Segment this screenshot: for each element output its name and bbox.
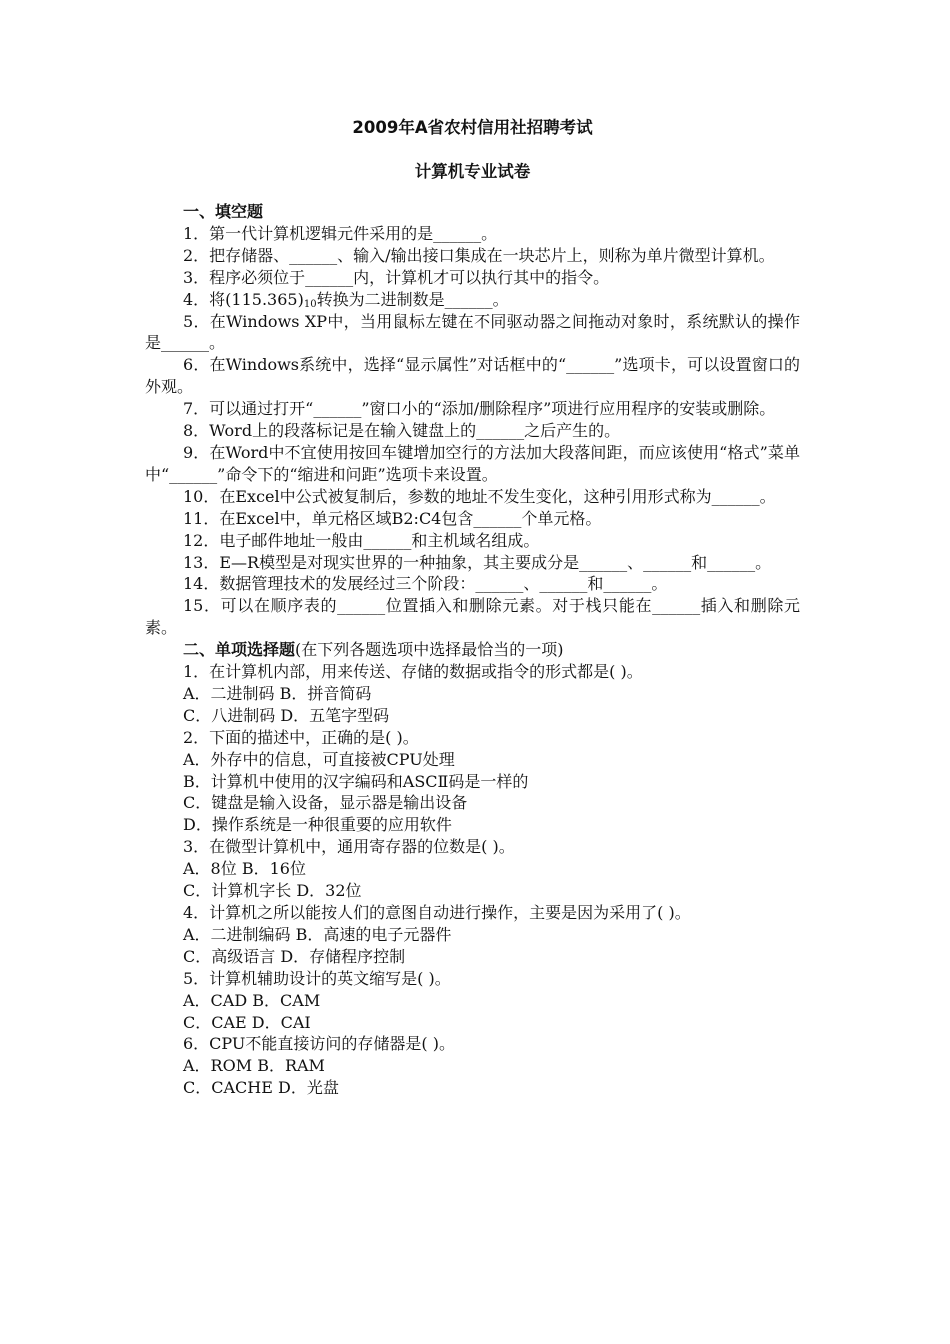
- fill-question-3: 3．程序必须位于______内，计算机才可以执行其中的指令。: [183, 267, 610, 287]
- choice-3-options-cd: C．计算机字长 D．32位: [183, 881, 362, 901]
- choice-question-3: 3．在微型计算机中，通用寄存器的位数是( )。: [183, 837, 515, 857]
- fill-question-12: 12．电子邮件地址一般由______和主机域名组成。: [183, 530, 540, 550]
- choice-1-options-cd: C．八进制码 D．五笔字型码: [183, 705, 390, 725]
- fill-question-14: 14．数据管理技术的发展经过三个阶段：______、______和______。: [183, 574, 668, 594]
- fill-question-9: 9．在Word中不宜使用按回车键增加空行的方法加大段落间距，而应该使用“格式”菜单中“______”命令下的“缩进和问距”选项卡来设置。: [145, 442, 800, 484]
- choice-3-options-ab: A．8位 B．16位: [183, 859, 306, 879]
- fill-question-4: [145, 289, 800, 311]
- choice-4-options-cd: C．高级语言 D．存储程序控制: [183, 946, 406, 966]
- fill-question-13: 13．E—R模型是对现实世界的一种抽象，其主要成分是______、______和______。: [183, 552, 772, 572]
- choice-2-option-d: D．操作系统是一种很重要的应用软件: [183, 815, 452, 835]
- fill-question-4-pre: 4．将(115.365): [183, 289, 304, 309]
- section2-title: 二、单项选择题: [183, 640, 296, 660]
- fill-question-6: 6．在Windows系统中，选择“显示属性”对话框中的“______”选项卡，可以设置窗口的外观。: [145, 355, 800, 397]
- choice-2-option-c: C．键盘是输入设备，显示器是输出设备: [183, 793, 468, 813]
- section1-title: 一、填空题: [183, 202, 264, 221]
- fill-question-4-base: 10: [303, 298, 317, 310]
- choice-5-options-cd: C．CAE D．CAI: [183, 1012, 311, 1032]
- choice-question-4: 4．计算机之所以能按人们的意图自动进行操作，主要是因为采用了( )。: [183, 903, 691, 922]
- fill-question-7: 7．可以通过打开“______”窗口小的“添加/删除程序”项进行应用程序的安装或删除。: [183, 399, 776, 419]
- exam-title: 2009年A省农村信用社招聘考试: [352, 118, 593, 137]
- fill-question-8: 8．Word上的段落标记是在输入键盘上的______之后产生的。: [183, 421, 621, 441]
- fill-question-15: 15．可以在顺序表的______位置插入和删除元素。对于栈只能在______插入和删除元素。: [145, 596, 800, 638]
- fill-question-4-post: 转换为二进制数是______。: [316, 289, 509, 309]
- section2-note: (在下列各题选项中选择最恰当的一项): [295, 640, 564, 660]
- fill-question-2: 2．把存储器、______、输入/输出接口集成在一块芯片上，则称为单片微型计算机。: [183, 245, 775, 265]
- choice-1-options-ab: A．二进制码 B．拼音简码: [183, 683, 372, 703]
- choice-2-option-a: A．外存中的信息，可直接被CPU处理: [183, 749, 455, 769]
- choice-question-6: 6．CPU不能直接访问的存储器是( )。: [183, 1034, 455, 1054]
- section2-heading: [145, 639, 800, 661]
- exam-subtitle: 计算机专业试卷: [414, 162, 531, 181]
- choice-6-options-cd: C．CACHE D．光盘: [183, 1078, 339, 1098]
- fill-question-11: 11．在Excel中，单元格区域B2:C4包含______个单元格。: [183, 508, 602, 528]
- fill-question-1: 1．第一代计算机逻辑元件采用的是______。: [183, 223, 498, 243]
- section1-heading: [145, 201, 800, 223]
- choice-2-option-b: B．计算机中使用的汉字编码和ASCⅡ码是一样的: [183, 771, 529, 791]
- choice-5-options-ab: A．CAD B．CAM: [183, 990, 321, 1010]
- choice-4-options-ab: A．二进制编码 B．高速的电子元器件: [183, 924, 452, 944]
- choice-question-1: 1．在计算机内部，用来传送、存储的数据或指令的形式都是( )。: [183, 662, 643, 682]
- exam-page: [145, 116, 800, 1099]
- choice-question-5: 5．计算机辅助设计的英文缩写是( )。: [183, 968, 451, 988]
- fill-question-10: 10．在Excel中公式被复制后，参数的地址不发生变化，这种引用形式称为______。: [183, 486, 776, 506]
- choice-6-options-ab: A．ROM B．RAM: [183, 1056, 325, 1076]
- fill-question-5: 5．在Windows XP中，当用鼠标左键在不同驱动器之间拖动对象时，系统默认的操作是______。: [145, 311, 800, 353]
- choice-question-2: 2．下面的描述中，正确的是( )。: [183, 727, 419, 747]
